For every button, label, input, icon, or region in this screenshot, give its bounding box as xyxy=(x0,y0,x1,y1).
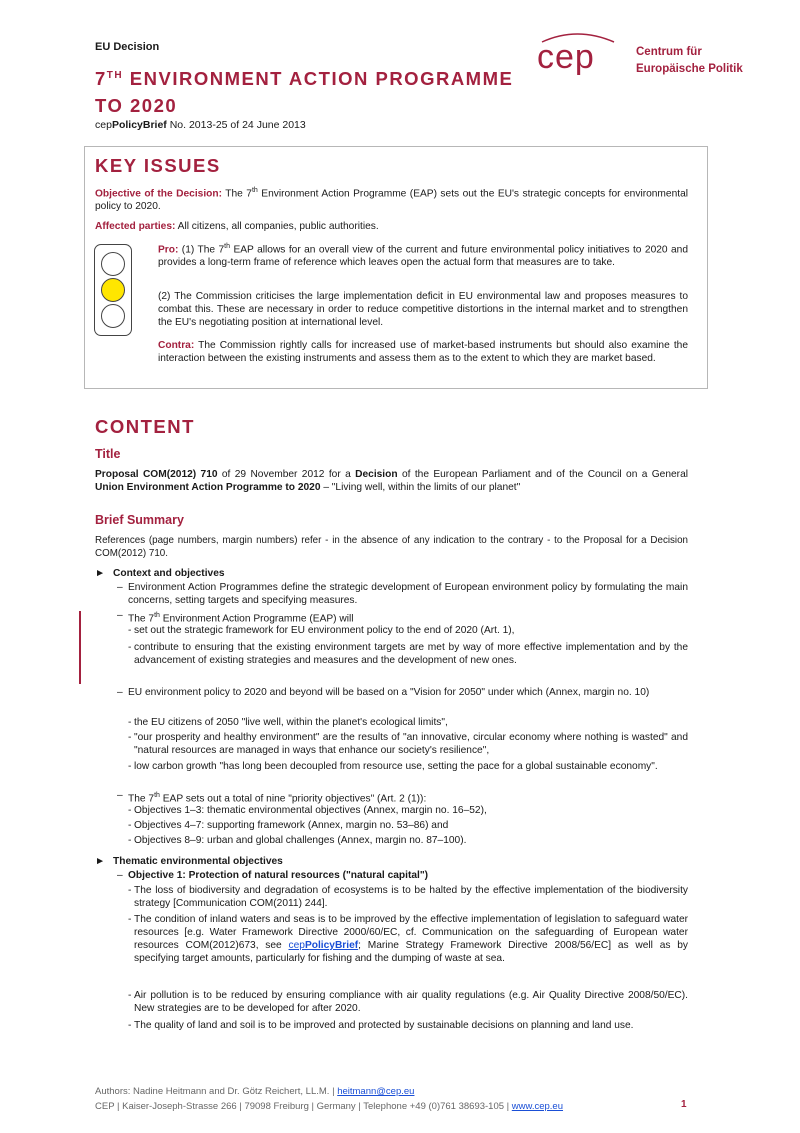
traffic-light-red-lamp xyxy=(101,252,125,276)
policy-brief-number: cepPolicyBrief No. 2013-25 of 24 June 2013 xyxy=(95,119,306,131)
context-item-3-sub-3: low carbon growth "has long been decoupled from resource use, setting the pace for a global sustainable economy". xyxy=(134,761,658,772)
website-link[interactable]: www.cep.eu xyxy=(511,1101,564,1112)
pro-paragraph-1: Pro: (1) The 7th EAP allows for an overall view of the current and future environmental policy initiatives to 2020 and provides a long-term frame of reference which leaves open the actual form that measures are to take. xyxy=(158,243,688,269)
traffic-light-icon xyxy=(94,244,132,336)
section-context-heading: ► Context and objectives xyxy=(95,568,225,579)
context-item-1: Environment Action Programmes define the strategic development of European environment policy by formulating the main concerns, setting targets and specifying measures. xyxy=(128,582,688,606)
logo-subtitle: Centrum für Europäische Politik xyxy=(636,46,743,75)
objective-1-item-4: The quality of land and soil is to be improved and protected by sustainable decisions on planning and land use. xyxy=(134,1020,634,1031)
margin-marker xyxy=(79,611,81,684)
context-item-3-sub-2: "our prosperity and healthy environment" are the results of "an innovative, circular economy where nothing is wasted" and "natural resources are managed in ways that enhance our society's resilience", xyxy=(134,732,688,756)
brief-summary-heading: Brief Summary xyxy=(95,513,184,527)
dash-icon: – xyxy=(117,687,123,698)
triangle-bullet-icon: ► xyxy=(95,568,106,579)
cep-logo xyxy=(522,28,622,88)
traffic-light-green-lamp xyxy=(101,304,125,328)
dash-icon: – xyxy=(117,582,123,593)
page-number: 1 xyxy=(681,1099,687,1110)
contra-paragraph: Contra: The Commission rightly calls for increased use of market-based instruments but should also examine the interaction between the existing instruments and assess them as to the extent to which they are market based. xyxy=(158,340,688,364)
cep-policybrief-link[interactable]: cepPolicyBrief xyxy=(288,940,359,951)
proposal-paragraph: Proposal COM(2012) 710 of 29 November 2012 for a Decision of the European Parliament and of the Council on a General Union Environment Action Programme to 2020 – "Living well, within the limits of our planet" xyxy=(95,469,688,493)
context-item-3: EU environment policy to 2020 and beyond will be based on a "Vision for 2050" under which (Annex, margin no. 10) xyxy=(128,687,650,698)
references-note: References (page numbers, margin numbers) refer - in the absence of any indication to the contrary - to the Proposal for a Decision COM(2012) 710. xyxy=(95,535,688,559)
context-item-4-sub-3: Objectives 8–9: urban and global challenges (Annex, margin no. 87–100). xyxy=(134,835,467,846)
context-item-2-sub-1: set out the strategic framework for EU environment policy to the end of 2020 (Art. 1), xyxy=(134,625,515,636)
content-title: CONTENT xyxy=(95,416,195,437)
page-title: 7TH ENVIRONMENT ACTION PROGRAMME TO 2020 xyxy=(95,68,514,117)
footer: Authors: Nadine Heitmann and Dr. Götz Reichert, LL.M. | heitmann@cep.eu CEP | Kaiser-Joseph-Strasse 266 | 79098 Freiburg | Germany | Telephone +49 (0)761 38693-105 | www.cep.eu xyxy=(95,1086,564,1112)
objective-1-item-2: The condition of inland waters and seas is to be improved by the effective implementation of legislation to safeguard water resources [e.g. Water Framework Directive 2000/60/EC, cf. Communication on the safeguarding of European water resources COM(2012)673, see cepPolicyBrief; Marine Strategy Framework Directive 2008/56/EC] as well as by specifying target amounts, particularly for fishing and the dumping of waste at sea. xyxy=(134,914,688,964)
context-item-2-sub-2: contribute to ensuring that the existing environment targets are met by way of more effective implementation and by the advancement of existing strategies and measures and the development of new ones. xyxy=(134,642,688,666)
section-thematic-heading: ► Thematic environmental objectives xyxy=(95,856,283,867)
pro-paragraph-2: (2) The Commission criticises the large implementation deficit in EU environmental law and proposes measures to combat this. These are necessary in order to reduce competitive distortions in the internal market and to strengthen the EU's negotiating position at international level. xyxy=(158,291,688,328)
context-item-4-sub-1: Objectives 1–3: thematic environmental objectives (Annex, margin no. 16–52), xyxy=(134,805,487,816)
triangle-bullet-icon: ► xyxy=(95,856,106,867)
context-item-4: The 7th EAP sets out a total of nine "priority objectives" (Art. 2 (1)): xyxy=(128,792,427,805)
dash-icon: – xyxy=(117,790,123,801)
dash-icon: – xyxy=(117,870,123,881)
objective-paragraph: Objective of the Decision: The 7th Environment Action Programme (EAP) sets out the EU's strategic concepts for environmental policy to 2020. xyxy=(95,187,689,213)
objective-1-item-1: The loss of biodiversity and degradation of ecosystems is to be halted by the effective implementation of the biodiversity strategy [Communication COM(2011) 244]. xyxy=(134,885,688,909)
context-item-3-sub-1: the EU citizens of 2050 "live well, within the planet's ecological limits", xyxy=(134,717,448,728)
document-type: EU Decision xyxy=(95,41,160,53)
context-item-2: The 7th Environment Action Programme (EAP) will xyxy=(128,612,354,625)
title-heading: Title xyxy=(95,447,121,461)
objective-1-item-3: Air pollution is to be reduced by ensuring compliance with air quality regulations (e.g. Air Quality Directive 2008/50/EC). New strategies are to be developed for after 2020. xyxy=(134,990,688,1014)
objective-1-heading: Objective 1: Protection of natural resources ("natural capital") xyxy=(128,870,429,881)
logo-wordmark: cep xyxy=(537,38,595,76)
key-issues-title: KEY ISSUES xyxy=(95,155,221,176)
affected-parties-paragraph: Affected parties: All citizens, all companies, public authorities. xyxy=(95,221,379,232)
traffic-light-yellow-lamp xyxy=(101,278,125,302)
context-item-4-sub-2: Objectives 4–7: supporting framework (Annex, margin no. 53–86) and xyxy=(134,820,449,831)
author-email-link[interactable]: heitmann@cep.eu xyxy=(337,1086,415,1097)
dash-icon: – xyxy=(117,610,123,621)
